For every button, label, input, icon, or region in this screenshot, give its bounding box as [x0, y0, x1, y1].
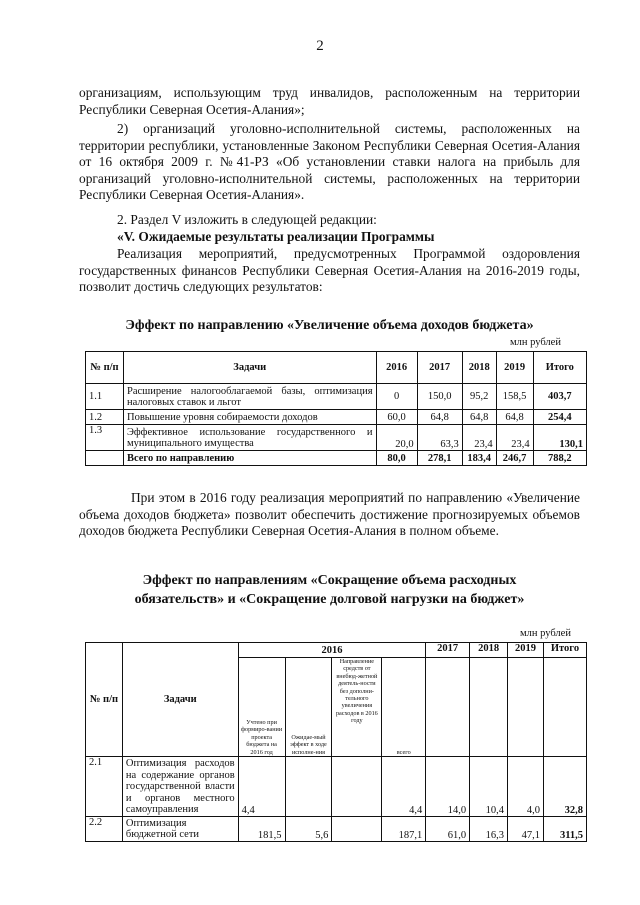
t2-cell: [285, 757, 332, 817]
t1-head-2017: 2017: [417, 352, 462, 384]
t1-head-task: Задачи: [123, 352, 376, 384]
paragraph-4: Реализация мероприятий, предусмотренных Программой оздоровления государственных финансов Республики Северная Осетия-Алания на 2016-2019 годы, позволит достичь следующих результатов:: [79, 246, 580, 295]
t2-sub-all: всего: [382, 658, 426, 757]
t2-row-no: 2.1: [86, 757, 123, 817]
t1-row-no: 1.3: [86, 425, 124, 451]
table-total-row: [86, 451, 587, 466]
t2-cell: 16,3: [470, 816, 508, 841]
t2-row-task: Оптимизация расходов на содержание органов государственной власти и органов местного самоуправления: [122, 757, 238, 817]
t1-row-task: Повышение уровня собираемости доходов: [123, 410, 376, 425]
t1-head-2016: 2016: [376, 352, 417, 384]
t2-cell: 14,0: [426, 757, 470, 817]
t2-sub-extrabudget: Направление средств от внебюд-жетной деятель-ности без дополни-тельного увеличения расходов в 2016 году: [332, 658, 382, 757]
t2-cell: [332, 757, 382, 817]
t2-cell: 4,0: [508, 757, 544, 817]
t2-cell: 4,4: [382, 757, 426, 817]
t1-total-cell: 788,2: [533, 451, 586, 466]
t1-cell-total: 403,7: [533, 384, 586, 410]
t2-cell: 47,1: [508, 816, 544, 841]
t2-cell-total: 32,8: [543, 757, 586, 817]
t1-head-2019: 2019: [496, 352, 533, 384]
table-row: [86, 757, 587, 817]
t1-row-task: Эффективное использование государственного и муниципального имущества: [123, 425, 376, 451]
paragraph-1: организациям, использующим труд инвалидов, расположенным на территории Республики Северная Осетия-Алания»;: [79, 85, 580, 117]
paragraph-3: 2. Раздел V изложить в следующей редакции:: [117, 212, 377, 227]
t2-head-task: Задачи: [122, 643, 238, 757]
t1-cell: 23,4: [462, 425, 496, 451]
table-row: [86, 816, 587, 841]
t2-head-2018: 2018: [470, 643, 508, 658]
t2-sub-expected: Ожидае-мый эффект в ходе исполне-ния: [285, 658, 332, 757]
table-row: [86, 425, 587, 451]
table2-title-line2: обязательств» и «Сокращение долговой нагрузки на бюджет»: [134, 592, 525, 607]
t1-head-total: Итого: [533, 352, 586, 384]
t2-cell: 61,0: [426, 816, 470, 841]
t1-total-cell: 80,0: [376, 451, 417, 466]
t2-cell: 4,4: [238, 757, 285, 817]
t1-cell: 63,3: [417, 425, 462, 451]
t2-head-2017: 2017: [426, 643, 470, 658]
section-heading: «V. Ожидаемые результаты реализации Программы: [117, 229, 435, 244]
t1-cell: 64,8: [462, 410, 496, 425]
t1-cell-total: 254,4: [533, 410, 586, 425]
t1-total-label: Всего по направлению: [123, 451, 376, 466]
t1-total-cell: 183,4: [462, 451, 496, 466]
t1-cell: 95,2: [462, 384, 496, 410]
t1-cell: 64,8: [496, 410, 533, 425]
t2-head-2019: 2019: [508, 643, 544, 658]
t1-cell: 150,0: [417, 384, 462, 410]
t1-row-task: Расширение налогооблагаемой базы, оптимизация налоговых ставок и льгот: [123, 384, 376, 410]
t1-cell: 60,0: [376, 410, 417, 425]
page-number: 2: [316, 38, 324, 54]
t2-head-total: Итого: [543, 643, 586, 658]
t1-total-cell: 246,7: [496, 451, 533, 466]
t2-head-no: № п/п: [86, 643, 123, 757]
t1-cell-total: 130,1: [533, 425, 586, 451]
t1-head-no: № п/п: [86, 352, 124, 384]
table2: [85, 642, 587, 842]
t1-cell: 158,5: [496, 384, 533, 410]
t2-sub-planned: Учтено при формиро-вании проекта бюджета на 2016 год: [238, 658, 285, 757]
t2-cell: 10,4: [470, 757, 508, 817]
t1-cell: 20,0: [376, 425, 417, 451]
t1-cell: 0: [376, 384, 417, 410]
table2-unit: млн рублей: [520, 628, 571, 639]
t2-cell-total: 311,5: [543, 816, 586, 841]
t2-cell: 181,5: [238, 816, 285, 841]
t1-cell: 23,4: [496, 425, 533, 451]
paragraph-5: При этом в 2016 году реализация мероприятий по направлению «Увеличение объема доходов бюджета» позволит обеспечить достижение прогнозируемых объемов доходов бюджета Республики Северная Осетия-Алания в полном объеме.: [79, 490, 580, 539]
table-row: [86, 410, 587, 425]
t2-cell: 5,6: [285, 816, 332, 841]
t1-total-cell: 278,1: [417, 451, 462, 466]
t1-row-no: 1.2: [86, 410, 124, 425]
table1-unit: млн рублей: [510, 337, 561, 348]
t1-head-2018: 2018: [462, 352, 496, 384]
paragraph-2: 2) организаций уголовно-исполнительной системы, расположенных на территории республики, установленные Законом Республики Северная Осетия-Алания от 16 октября 2009 г. №41-РЗ «Об установлении ставки налога на прибыль для организаций уголовно-исполнительной системы, расположенных на территории Республики Северная Осетия-Алания».: [79, 121, 580, 203]
table2-title-line1: Эффект по направлениям «Сокращение объема расходных: [142, 573, 517, 588]
t2-row-task: Оптимизация бюджетной сети: [122, 816, 238, 841]
t1-cell: 64,8: [417, 410, 462, 425]
t1-row-no: 1.1: [86, 384, 124, 410]
t2-head-2016: 2016: [238, 643, 426, 658]
t2-cell: 187,1: [382, 816, 426, 841]
table1-title: Эффект по направлению «Увеличение объема доходов бюджета»: [125, 318, 534, 333]
table-row: [86, 384, 587, 410]
t2-cell: [332, 816, 382, 841]
table1: [85, 351, 587, 466]
t2-row-no: 2.2: [86, 816, 123, 841]
